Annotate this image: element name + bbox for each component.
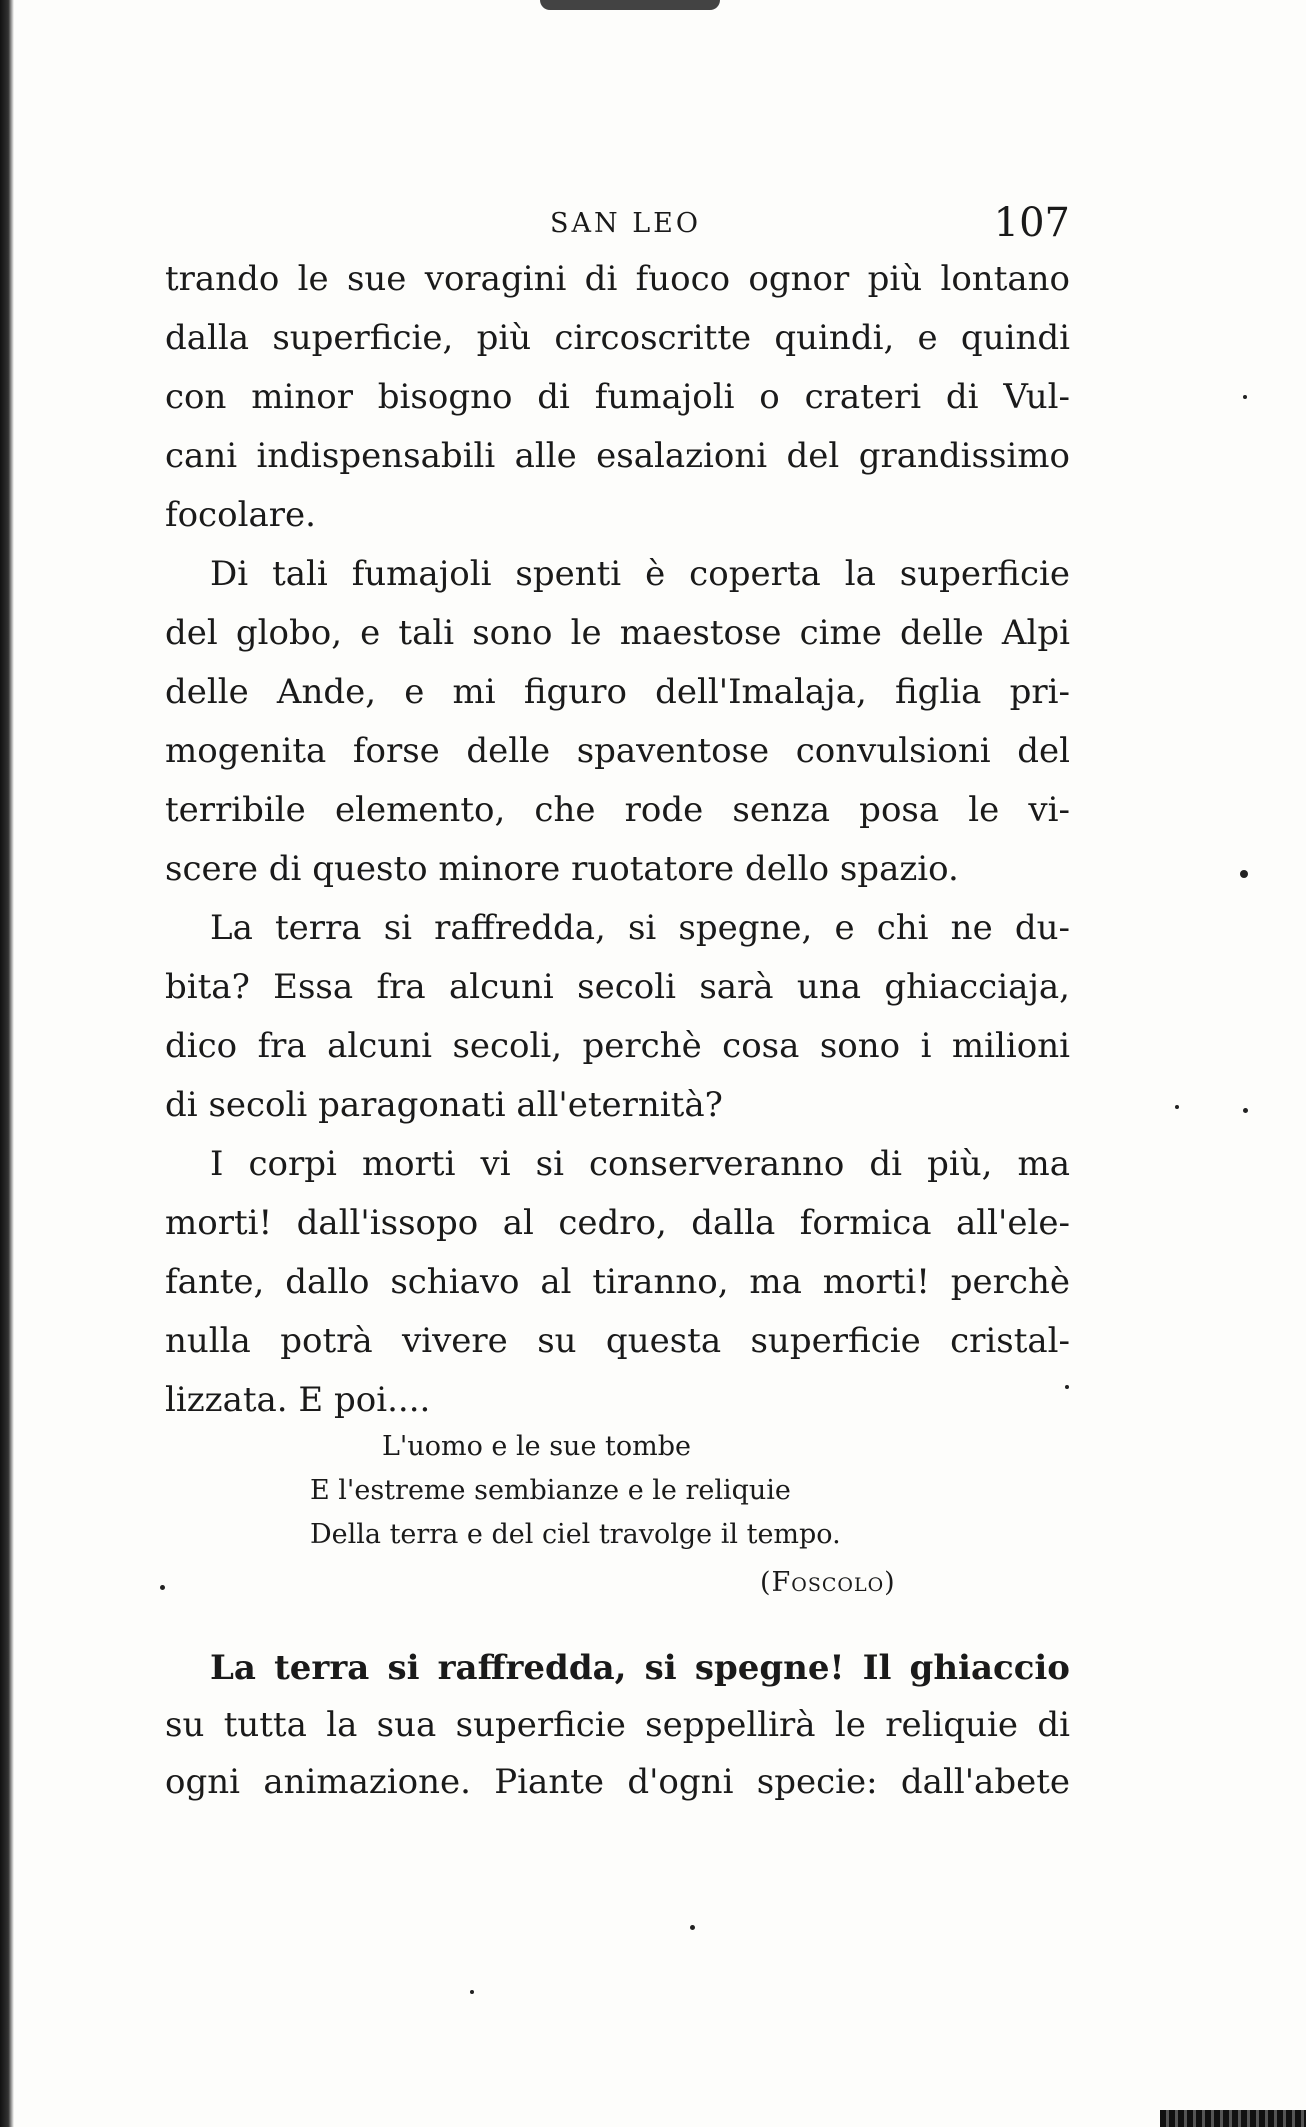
text-line: I corpi morti vi si conserveranno di più, ma bbox=[210, 1144, 1070, 1184]
text-line: cani indispensabili alle esalazioni del grandissimo bbox=[165, 436, 1070, 476]
text-line: bita? Essa fra alcuni secoli sarà una ghiacciaja, bbox=[165, 967, 1070, 1007]
page-number: 107 bbox=[993, 200, 1070, 246]
text-line: focolare. bbox=[165, 495, 316, 535]
scan-speck bbox=[1243, 1108, 1248, 1113]
running-head bbox=[165, 200, 1070, 250]
text-line: nulla potrà vivere su questa superficie cristal- bbox=[165, 1321, 1070, 1361]
scan-smudge bbox=[540, 0, 720, 10]
body-text bbox=[165, 250, 1070, 1430]
text-line: ogni animazione. Piante d'ogni specie: dall'abete bbox=[165, 1762, 1070, 1802]
scan-speck bbox=[1243, 395, 1247, 399]
scan-speck bbox=[160, 1585, 165, 1590]
text-line: La terra si raffredda, si spegne, e chi ne du- bbox=[210, 908, 1070, 948]
text-line: dalla superficie, più circoscritte quindi, e quindi bbox=[165, 318, 1070, 358]
continuation-text bbox=[165, 1640, 1070, 1811]
running-title: SAN LEO bbox=[550, 208, 701, 239]
verse-line: L'uomo e le sue tombe bbox=[382, 1431, 691, 1462]
verse-line: E l'estreme sembianze e le reliquie bbox=[310, 1475, 791, 1506]
scan-speck bbox=[1175, 1105, 1179, 1109]
verse-line: Della terra e del ciel travolge il tempo. bbox=[310, 1519, 841, 1550]
scan-speck bbox=[470, 1990, 474, 1994]
text-line: lizzata. E poi.... bbox=[165, 1380, 431, 1420]
text-line: scere di questo minore ruotatore dello spazio. bbox=[165, 849, 959, 889]
text-line: del globo, e tali sono le maestose cime delle Alpi bbox=[165, 613, 1070, 653]
text-line: Di tali fumajoli spenti è coperta la superficie bbox=[210, 554, 1070, 594]
text-line: mogenita forse delle spaventose convulsioni del bbox=[165, 731, 1070, 771]
text-line: su tutta la sua superficie seppellirà le reliquie di bbox=[165, 1705, 1070, 1745]
text-line: La terra si raffredda, si spegne! Il ghiaccio bbox=[210, 1648, 1070, 1688]
text-line: trando le sue voragini di fuoco ognor più lontano bbox=[165, 259, 1070, 299]
text-line: dico fra alcuni secoli, perchè cosa sono i milioni bbox=[165, 1026, 1070, 1066]
text-line: morti! dall'issopo al cedro, dalla formica all'ele- bbox=[165, 1203, 1070, 1243]
scan-edge-artifact bbox=[1160, 2110, 1306, 2127]
text-line: fante, dallo schiavo al tiranno, ma morti! perchè bbox=[165, 1262, 1070, 1302]
scan-speck bbox=[1240, 870, 1248, 878]
text-line: delle Ande, e mi figuro dell'Imalaja, figlia pri- bbox=[165, 672, 1070, 712]
page-spine-shadow bbox=[0, 0, 14, 2127]
text-line: di secoli paragonati all'eternità? bbox=[165, 1085, 723, 1125]
text-line: terribile elemento, che rode senza posa le vi- bbox=[165, 790, 1070, 830]
quote-attribution: (Foscolo) bbox=[760, 1567, 896, 1598]
text-line: con minor bisogno di fumajoli o crateri di Vul- bbox=[165, 377, 1070, 417]
scan-speck bbox=[690, 1925, 695, 1930]
verse-quotation bbox=[310, 1425, 990, 1603]
